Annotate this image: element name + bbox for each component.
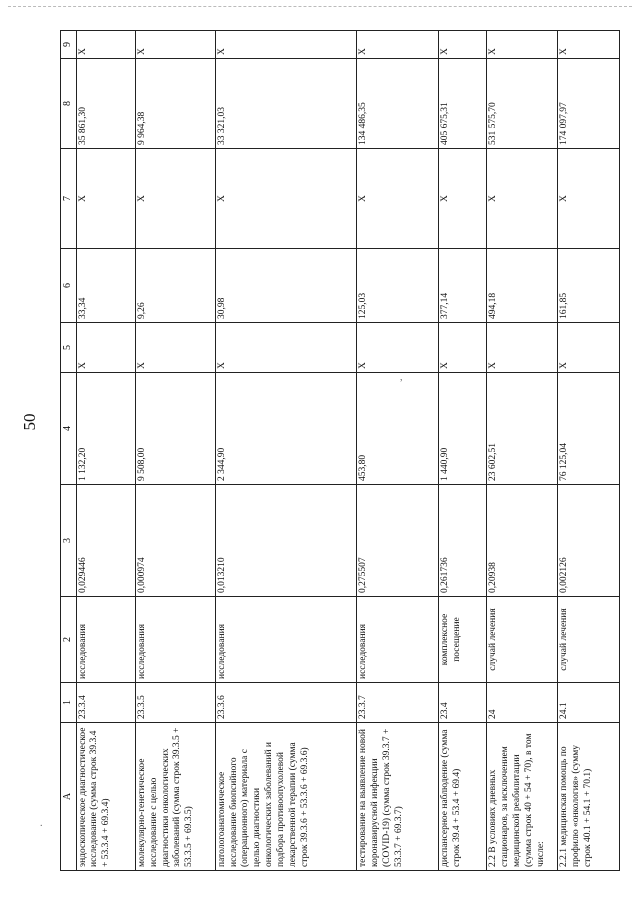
row-name: эндоскопическое диагностическое исследование (сумма строк 39.3.4 + 53.3.4 + 69.3.4) bbox=[76, 723, 135, 871]
header-cell: 1 bbox=[61, 683, 77, 723]
row-code: 24.1 bbox=[558, 683, 620, 723]
row-col4: 1 440,90 bbox=[439, 373, 487, 485]
row-code: 23.3.5 bbox=[135, 683, 215, 723]
row-col4: 2 344,90 bbox=[215, 373, 356, 485]
row-col7: Х bbox=[215, 149, 356, 249]
row-col3: 0,261736 bbox=[439, 485, 487, 597]
row-col9: Х bbox=[439, 31, 487, 59]
row-col9: Х bbox=[135, 31, 215, 59]
page-number: 50 bbox=[20, 413, 39, 431]
row-col6: 9,26 bbox=[135, 249, 215, 323]
table-row bbox=[215, 31, 356, 871]
table-row bbox=[357, 31, 439, 871]
row-col6: 161,85 bbox=[558, 249, 620, 323]
row-col9: Х bbox=[487, 31, 558, 59]
table-row bbox=[439, 31, 487, 871]
row-code: 23.3.4 bbox=[76, 683, 135, 723]
row-unit: исследования bbox=[135, 597, 215, 683]
row-col4: 9 508,00 bbox=[135, 373, 215, 485]
row-col5: Х bbox=[487, 323, 558, 373]
row-col4: 23 602,51 bbox=[487, 373, 558, 485]
row-col4: 1 132,20 bbox=[76, 373, 135, 485]
header-row bbox=[61, 31, 77, 871]
row-col3: 0,20938 bbox=[487, 485, 558, 597]
row-col8: 35 861,30 bbox=[76, 59, 135, 149]
row-unit: случай лечения bbox=[487, 597, 558, 683]
row-col9: Х bbox=[357, 31, 439, 59]
header-cell: 6 bbox=[61, 249, 77, 323]
row-name: 2.2.1 медицинская помощь по профилю «онкология» (сумму строк 40.1 + 54.1 + 70.1) bbox=[558, 723, 620, 871]
row-name: диспансерное наблюдение (сумма строк 39.4 + 53.4 + 69.4) bbox=[439, 723, 487, 871]
rotated-table-container bbox=[60, 31, 620, 871]
row-col9: Х bbox=[558, 31, 620, 59]
row-col5: Х bbox=[439, 323, 487, 373]
table-row bbox=[135, 31, 215, 871]
row-col9: Х bbox=[76, 31, 135, 59]
row-col3: 0,029446 bbox=[76, 485, 135, 597]
header-cell: 2 bbox=[61, 597, 77, 683]
row-col7: Х bbox=[558, 149, 620, 249]
table-row bbox=[558, 31, 620, 871]
header-cell: 8 bbox=[61, 59, 77, 149]
row-col8: 174 097,97 bbox=[558, 59, 620, 149]
row-col7: Х bbox=[76, 149, 135, 249]
row-col8: 9 964,38 bbox=[135, 59, 215, 149]
header-cell: 9 bbox=[61, 31, 77, 59]
row-col9: Х bbox=[215, 31, 356, 59]
row-name: молекулярно-генетическое исследование с целью диагностики онкологических заболеваний (сумма строк 39.3.5 + 53.3.5 + 69.3.5) bbox=[135, 723, 215, 871]
row-name: патологоанатомическое исследование биопсийного (операционного) материала с целью диагностики онкологических заболеваний и подбора противоопухолевой лекарственной терапии (сумма строк 39.3.6 + 53.3.6 + 69.3.6) bbox=[215, 723, 356, 871]
table-row bbox=[487, 31, 558, 871]
row-col6: 377,14 bbox=[439, 249, 487, 323]
scan-top-rule bbox=[8, 6, 632, 7]
row-code: 23.3.6 bbox=[215, 683, 356, 723]
row-unit: исследования bbox=[215, 597, 356, 683]
data-table bbox=[60, 30, 620, 871]
row-col3: 0,000974 bbox=[135, 485, 215, 597]
row-col6: 125,03 bbox=[357, 249, 439, 323]
header-cell: 5 bbox=[61, 323, 77, 373]
row-name: 2.2 В условиях дневных стационаров, за исключением медицинской реабилитации (сумма строк 40 + 54 + 70), в том числе: bbox=[487, 723, 558, 871]
row-unit: исследования bbox=[357, 597, 439, 683]
row-col5: Х bbox=[215, 323, 356, 373]
header-cell: 7 bbox=[61, 149, 77, 249]
row-unit: исследования bbox=[76, 597, 135, 683]
table-row bbox=[76, 31, 135, 871]
row-col8: 531 575,70 bbox=[487, 59, 558, 149]
row-col4: 76 125,04 bbox=[558, 373, 620, 485]
row-unit: случай лечения bbox=[558, 597, 620, 683]
scan-mark: . bbox=[40, 818, 43, 829]
header-cell: 4 bbox=[61, 373, 77, 485]
row-col5: Х bbox=[76, 323, 135, 373]
row-unit: комплексное посещение bbox=[439, 597, 487, 683]
row-col3: 0,013210 bbox=[215, 485, 356, 597]
row-col8: 33 321,03 bbox=[215, 59, 356, 149]
row-col3: 0,002126 bbox=[558, 485, 620, 597]
row-col8: 134 486,35 bbox=[357, 59, 439, 149]
row-col6: 30,98 bbox=[215, 249, 356, 323]
scan-mark: , bbox=[400, 372, 403, 383]
row-col5: Х bbox=[357, 323, 439, 373]
row-code: 24 bbox=[487, 683, 558, 723]
row-col3: 0,275507 bbox=[357, 485, 439, 597]
row-name: тестирование на выявление новой коронавирусной инфекции (COVID-19) (сумма строк 39.3.7 + 53.3.7 + 69.3.7) bbox=[357, 723, 439, 871]
row-col7: Х bbox=[439, 149, 487, 249]
row-col5: Х bbox=[135, 323, 215, 373]
header-cell: A bbox=[61, 723, 77, 871]
row-code: 23.3.7 bbox=[357, 683, 439, 723]
row-col6: 33,34 bbox=[76, 249, 135, 323]
row-col6: 494,18 bbox=[487, 249, 558, 323]
row-col4: 453,80 bbox=[357, 373, 439, 485]
row-col7: Х bbox=[357, 149, 439, 249]
row-col5: Х bbox=[558, 323, 620, 373]
row-col8: 405 675,31 bbox=[439, 59, 487, 149]
row-col7: Х bbox=[135, 149, 215, 249]
row-code: 23.4 bbox=[439, 683, 487, 723]
header-cell: 3 bbox=[61, 485, 77, 597]
row-col7: Х bbox=[487, 149, 558, 249]
